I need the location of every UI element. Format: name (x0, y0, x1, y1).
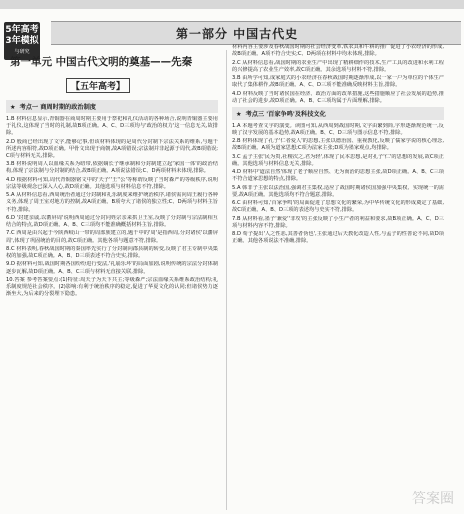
answer-paragraph: 2.D 殷商已经出现了文字,能够记事,但该材料体现的是周代分封制下宗法关系的维系,与题干所述内容相符,故D项正确。甲骨文出现于商朝,故A项错误;宗法制并非起源于周代,故B项错误;C项与材料无关,排除。 (6, 138, 218, 159)
part-title-bar (51, 21, 461, 45)
answer-paragraph: 材料内容主要涉及春秋战国时期的社会经济变革,铁农具和牛耕的推广促进了小农经济的形成,故B项正确。A项不符合史实;C、D两项在材料中均未体现,排除。 (232, 44, 444, 58)
watermark: 答案圈 (412, 491, 454, 507)
five-year-subhead: 【五年高考】 (66, 78, 130, 93)
answer-paragraph: 8.D 荀子提出'人之性恶,其善者伪也',主张通过后天教化改造人性,与孟子的性善论不同,故D项正确。其他各项说法不准确,排除。 (232, 231, 444, 245)
top-band (0, 0, 464, 9)
answer-paragraph: 2.B 材料体现了孔子'仁者爱人'的思想,主张以德治国、重视教化,反映了儒家学说的核心理念,故B项正确。A项为道家思想;C项为法家主张;D项为墨家观点,均排除。 (232, 138, 444, 152)
answer-paragraph: 3.C 孟子主张'民为贵,社稷次之,君为轻',体现了民本思想,是对孔子'仁'的思想的发展,故C项正确。其他选项与材料信息无关,排除。 (232, 153, 444, 167)
answer-paragraph: 4.D 材料反映了当时诸侯国在经济、政治方面的改革措施,这些措施顺应了社会发展的趋势,推动了社会的进步,故D项正确。A、B、C三项均属于片面理解,排除。 (232, 90, 444, 104)
left-column (6, 50, 218, 300)
answer-paragraph: 9.D 据材料可知,战国时期各国纷纷进行变法,'礼崩乐坏'的局面加剧,说明传统的宗法分封体制逐步瓦解,故D项正确。A、B、C三项与材料无直接关联,排除。 (6, 261, 218, 275)
section-header-1 (6, 100, 218, 113)
right-column (232, 44, 444, 247)
answer-paragraph: 10.答案 参考答案要点:(1)特征:周天子为天下共主;等级森严;宗法血缘关系维系政治结构;礼乐制度规范社会秩序。(2)影响:有利于统治秩序的稳定,促进了华夏文化的认同;但诸侯势力逐渐坐大,为后来的分裂埋下隐患。 (6, 276, 218, 298)
answer-paragraph: 1.B 材料信息显示,青铜器在商周时期主要用于祭祀和礼仪活动的各种场合,说明青铜器主要用于礼仪,这体现了当时的礼制,故B项正确。A、C、D三项均与'政治的权力'这一信息无关,故排除。 (6, 116, 218, 137)
answer-paragraph: 4.D 根据材料可知,周代青铜器铭文中的'天子''王''公'等称谓反映了当时森严的等级秩序,说明宗法等级观念已深入人心,故D项正确。其他选项与材料信息不符,排除。 (6, 176, 218, 190)
answer-paragraph: 5.A 韩非子主张以法治国,强调君主集权,适应了战国时期诸侯国加强中央集权、实现统一的需要,故A项正确。其他选项均不符合题意,排除。 (232, 184, 444, 198)
answer-paragraph: 2.C 从材料信息看,战国时期的农业生产中出现了精耕细作的技术,生产工具的改进和水利工程的兴修提高了农业生产效率,故C项正确。其余选项与材料不符,排除。 (232, 59, 444, 73)
logo-line2: 3年模拟 (5, 36, 39, 46)
answer-paragraph: 4.D 材料中'道法自然'体现了老子顺应自然、无为而治的思想主张,故D项正确。A、B、C三项不符合道家思想的特点,排除。 (232, 169, 444, 183)
answer-paragraph: 8.C 材料表明,春秋战国时期的秦国率先实行了分封制向郡县制的转变,反映了君主专制中央集权的加强,故C项正确。A、B、D三项表述不符合史实,排除。 (6, 245, 218, 260)
part-title: 第一部分 中国古代史 (176, 27, 299, 41)
section-title: 考点一 商周时期的政治制度 (19, 104, 96, 111)
star-icon: ★ (10, 104, 16, 111)
answer-paragraph: 3.B 材料说明周人以血缘关系为纽带,依据嫡长子继承制和分封制建立起'家国一体'的政治结构,体现了宗法制与分封制的结合,故B项正确。A项说法错误;C、D两项材料未体现,排除。 (6, 161, 218, 175)
answer-paragraph: 6.C 由材料可知,'百家争鸣'的局面促进了思想文化的繁荣,为中华传统文化的形成奠定了基础,故C项正确。A、B、D三项的表述均与史实不符,排除。 (232, 200, 444, 214)
section-title: 考点三 '百家争鸣'及科技文化 (245, 110, 326, 118)
answer-paragraph: 7.B 从材料看,墨子'兼爱''非攻'的主张反映了小生产者的利益和要求,故B项正确。A、C、D三项与材料内容不符,排除。 (232, 215, 444, 229)
answer-paragraph: 6.D '封建亲戚,以蕃屏周'说明西周通过分封同姓宗亲来拱卫王室,反映了分封制与宗法制相互结合的特点,故D项正确。A、B、C三项均不能准确概括材料主旨,排除。 (6, 214, 218, 229)
star-icon: ★ (236, 110, 242, 118)
section-header-3 (232, 107, 444, 120)
column-divider (226, 50, 227, 510)
answer-paragraph: 5.A 从材料信息看,西周统治者通过分封制和礼乐制度来维护统治秩序,诸侯需向周王履行各种义务,体现了周王室对地方的控制,故A项正确。B项夸大了诸侯的独立性;C、D两项与材料主旨不符,排除。 (6, 192, 218, 213)
answer-paragraph: 7.C 西周是由兴起于今陕西岐山一带的周部族建立的,题干中的'周'是指西周,分封诸侯'以藩屏周',体现了巩固统治的目的,故C项正确。其他各项与题意不符,排除。 (6, 230, 218, 244)
logo-line3: 与研究 (14, 49, 30, 55)
logo-line1: 5年高考 (5, 25, 39, 35)
answer-paragraph: 3.B 由所学可知,成家庭式的小农经济在春秋战国时期逐渐形成,以一家一户为单位的个体生产取代了集体耕作,故B项正确。A、C、D三项不能准确反映材料主旨,排除。 (232, 75, 444, 89)
answer-paragraph: 1.A 本题考查文字的演变。读图可知,从西周到战国时期,文字由繁到简,字形逐渐规范统一,反映了汉字发展的基本趋势,故A项正确。B、C、D三项与图示信息不符,排除。 (232, 122, 444, 136)
unit-title: 第一单元 中国古代文明的奠基——先秦 (10, 56, 193, 68)
